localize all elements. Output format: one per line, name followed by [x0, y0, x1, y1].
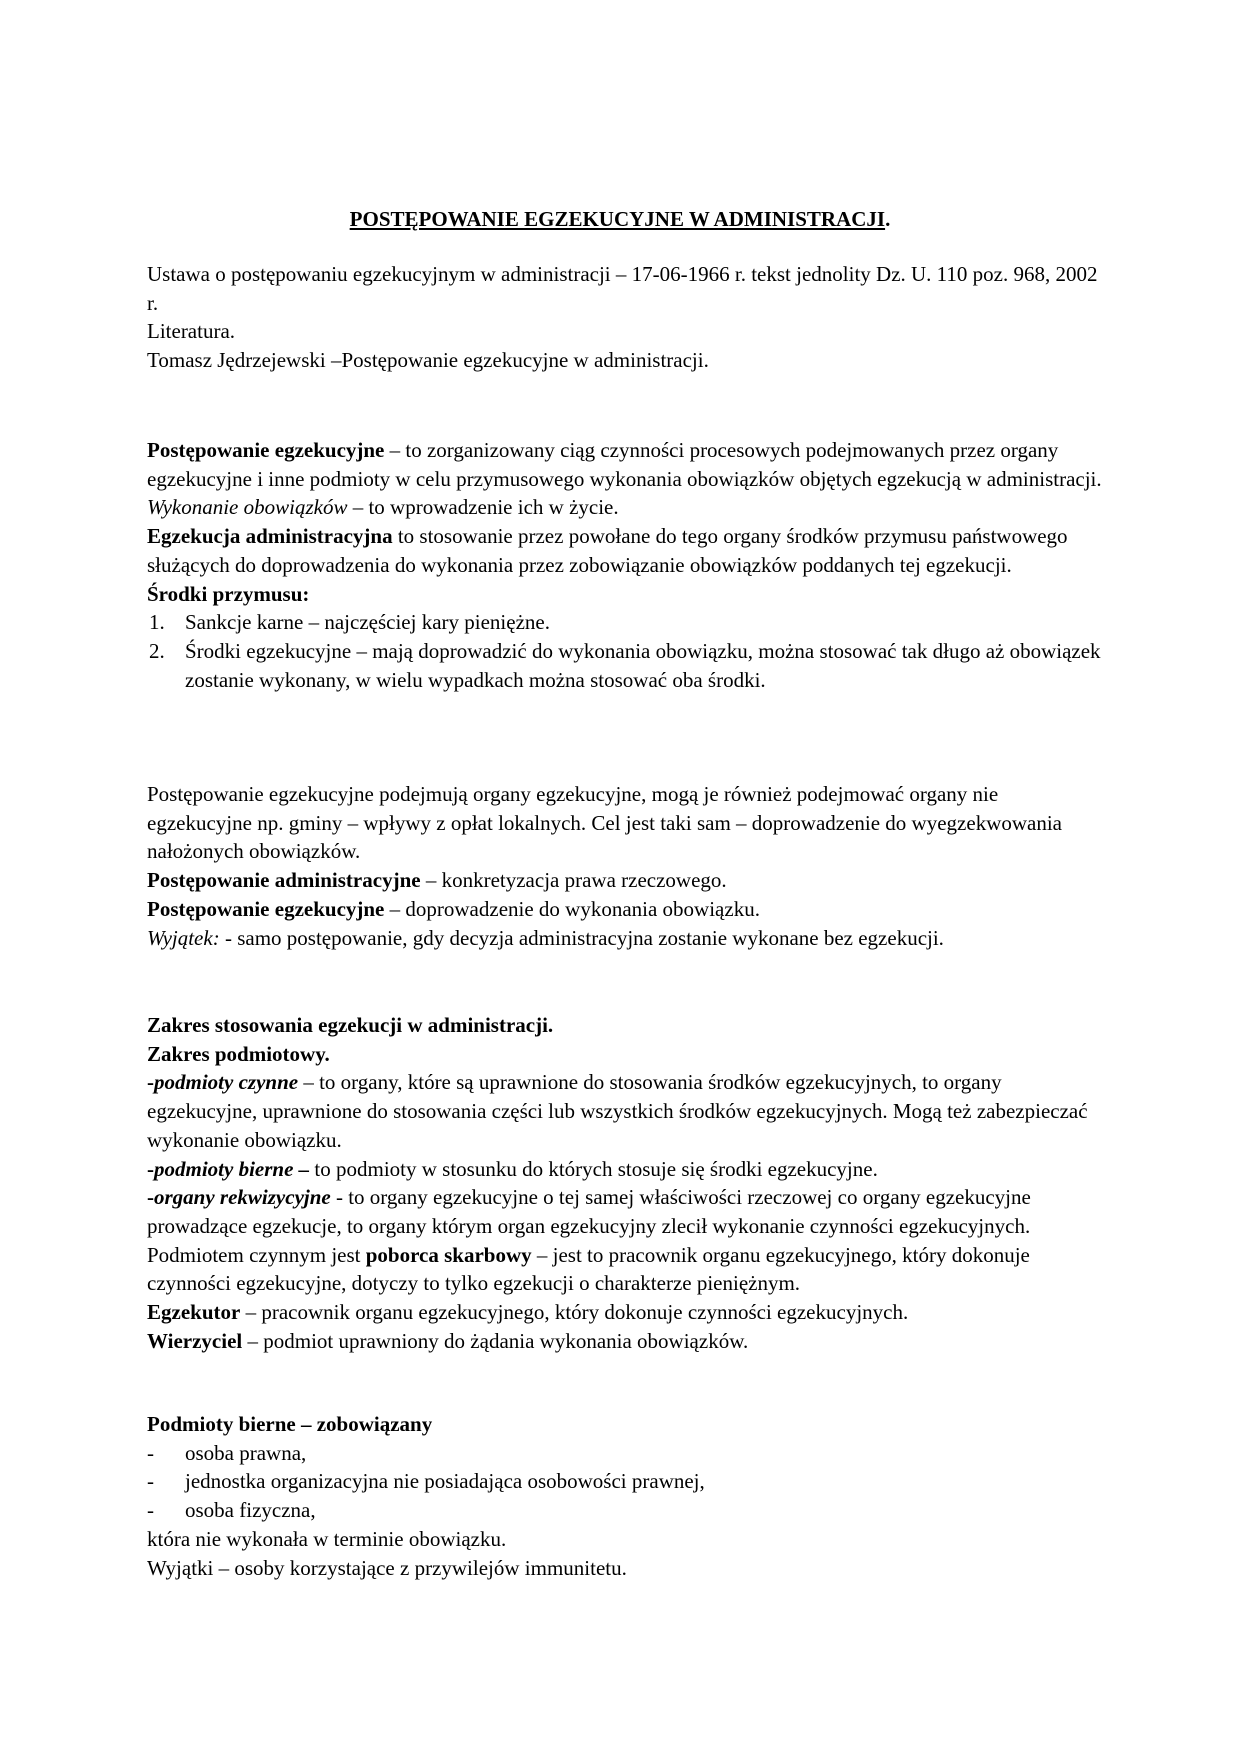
- term: Postępowanie administracyjne: [147, 868, 421, 893]
- zobowiazany-list: [147, 1439, 1107, 1525]
- heading-text: Zakres stosowania egzekucji w administracji.: [147, 1013, 554, 1037]
- definition-text: – pracownik organu egzekucyjnego, który dokonuje czynności egzekucyjnych.: [240, 1300, 909, 1325]
- heading-text: Zakres podmiotowy.: [147, 1041, 330, 1066]
- list-item: [147, 608, 1107, 637]
- heading-text: Środki przymusu:: [147, 581, 310, 606]
- definition-wykonanie: [147, 493, 1107, 522]
- heading-text: Podmioty bierne – zobowiązany: [147, 1412, 433, 1436]
- definition-text: to podmioty w stosunku do których stosuje się środki egzekucyjne.: [309, 1156, 878, 1181]
- term: Wyjątek:: [147, 925, 220, 950]
- item-text: jednostka organizacyjna nie posiadająca osobowości prawnej,: [185, 1469, 705, 1494]
- section-heading: [147, 1410, 1107, 1439]
- section-2: [147, 780, 1107, 952]
- definition-text: - to organy egzekucyjne o tej samej właściwości rzeczowej co organy egzekucyjne prowadzące egzekucje, to organy którym organ egzekucyjny zlecił wykonanie czynności egzekucyjnych.: [147, 1185, 1031, 1238]
- lead-text: Podmiotem czynnym jest: [147, 1242, 366, 1267]
- term: poborca skarbowy: [365, 1242, 532, 1267]
- term: organy rekwizycyjne: [154, 1185, 331, 1210]
- definition-poborca: [147, 1241, 1107, 1298]
- term: podmioty bierne –: [154, 1156, 310, 1181]
- definition-egzekutor: [147, 1298, 1107, 1327]
- document-title: [0, 205, 1240, 233]
- section-3: [147, 1011, 1107, 1355]
- term: Egzekucja administracyjna: [147, 524, 393, 549]
- item-number: 2.: [149, 638, 165, 663]
- section-heading: [147, 1011, 1107, 1040]
- literature-reference: Tomasz Jędrzejewski –Postępowanie egzekucyjne w administracji.: [147, 348, 709, 373]
- definition-text: – podmiot uprawniony do żądania wykonania obowiązków.: [242, 1328, 749, 1353]
- definition-postepowanie: [147, 436, 1107, 493]
- definition-wierzyciel: [147, 1327, 1107, 1356]
- item-number: 1.: [149, 610, 165, 635]
- definition-egzekucja: [147, 522, 1107, 579]
- term: podmioty czynne: [154, 1070, 299, 1095]
- title-period: .: [885, 207, 891, 231]
- dash: -: [147, 1156, 154, 1181]
- definition-podmioty-bierne: [147, 1155, 1107, 1184]
- item-text: Sankcje karne – najczęściej kary pieniężne.: [185, 610, 550, 635]
- section-4: [147, 1410, 1107, 1582]
- term: Postępowanie egzekucyjne: [147, 896, 385, 921]
- item-text: osoba prawna,: [185, 1440, 307, 1465]
- term: Wykonanie obowiązków: [147, 495, 348, 520]
- dash: -: [147, 1440, 154, 1465]
- list-item: [147, 637, 1107, 694]
- item-text: Środki egzekucyjne – mają doprowadzić do wykonania obowiązku, można stosować tak długo aż obowiązek zostanie wykonany, w wielu wypadkach można stosować oba środki.: [185, 638, 1101, 692]
- statute-reference: Ustawa o postępowaniu egzekucyjnym w administracji – 17-06-1966 r. tekst jednolity Dz. U. 110 poz. 968, 2002 r.: [147, 262, 1098, 315]
- intro-block: [147, 260, 1107, 375]
- definition-text: to stosowanie przez powołane do tego organy środków przymusu państwowego służących do doprowadzenia do wykonania przez zobowiązanie obowiązków poddanych tej egzekucji.: [147, 524, 1068, 577]
- definition-text: – to wprowadzenie ich w życie.: [347, 495, 619, 520]
- dash: -: [147, 1498, 154, 1523]
- definition-administracyjne: [147, 866, 1107, 895]
- term: Egzekutor: [147, 1300, 241, 1325]
- srodki-list: [147, 608, 1107, 694]
- literature-label: Literatura.: [147, 319, 236, 344]
- definition-text: – to organy, które są uprawnione do stosowania środków egzekucyjnych, to organy egzekucyjne, uprawnione do stosowania części lub wszystkich środków egzekucyjnych. Mogą też zabezpieczać wykonanie obowiązku.: [147, 1070, 1088, 1152]
- dash: -: [147, 1469, 154, 1494]
- definition-organy-rekwizycyjne: [147, 1183, 1107, 1240]
- definition-text: - samo postępowanie, gdy decyzja administracyjna zostanie wykonane bez egzekucji.: [219, 925, 944, 950]
- definition-text: – to zorganizowany ciąg czynności procesowych podejmowanych przez organy egzekucyjne i inne podmioty w celu przymusowego wykonania obowiązków objętych egzekucją w administracji.: [147, 438, 1102, 491]
- definition-egzekucyjne: [147, 895, 1107, 924]
- title-text: POSTĘPOWANIE EGZEKUCYJNE W ADMINISTRACJI: [349, 207, 886, 231]
- dash: -: [147, 1185, 154, 1210]
- subsection-heading: [147, 1040, 1107, 1069]
- definitions-block: [147, 436, 1107, 694]
- term: Wierzyciel: [147, 1328, 243, 1353]
- item-text: osoba fizyczna,: [185, 1498, 316, 1523]
- exception-note: [147, 924, 1107, 953]
- term: Postępowanie egzekucyjne: [147, 438, 385, 462]
- paragraph: Postępowanie egzekucyjne podejmują organy egzekucyjne, mogą je również podejmować organy nie egzekucyjne np. gminy – wpływy z opłat lokalnych. Cel jest taki sam – doprowadzenie do wyegzekwowania nałożonych obowiązków.: [147, 782, 1062, 864]
- subheading-srodki: [147, 580, 1107, 609]
- definition-text: – jest to pracownik organu egzekucyjnego, który dokonuje czynności egzekucyjne, dotyczy to tylko egzekucji o charakterze pieniężnym.: [147, 1242, 1030, 1296]
- definition-podmioty-czynne: [147, 1068, 1107, 1154]
- paragraph: która nie wykonała w terminie obowiązku.: [147, 1526, 507, 1551]
- list-item: [147, 1467, 1107, 1496]
- list-item: [147, 1496, 1107, 1525]
- definition-text: – doprowadzenie do wykonania obowiązku.: [384, 896, 760, 921]
- definition-text: – konkretyzacja prawa rzeczowego.: [420, 868, 727, 893]
- list-item: [147, 1439, 1107, 1468]
- dash: -: [147, 1070, 154, 1095]
- paragraph: Wyjątki – osoby korzystające z przywilejów immunitetu.: [147, 1555, 627, 1580]
